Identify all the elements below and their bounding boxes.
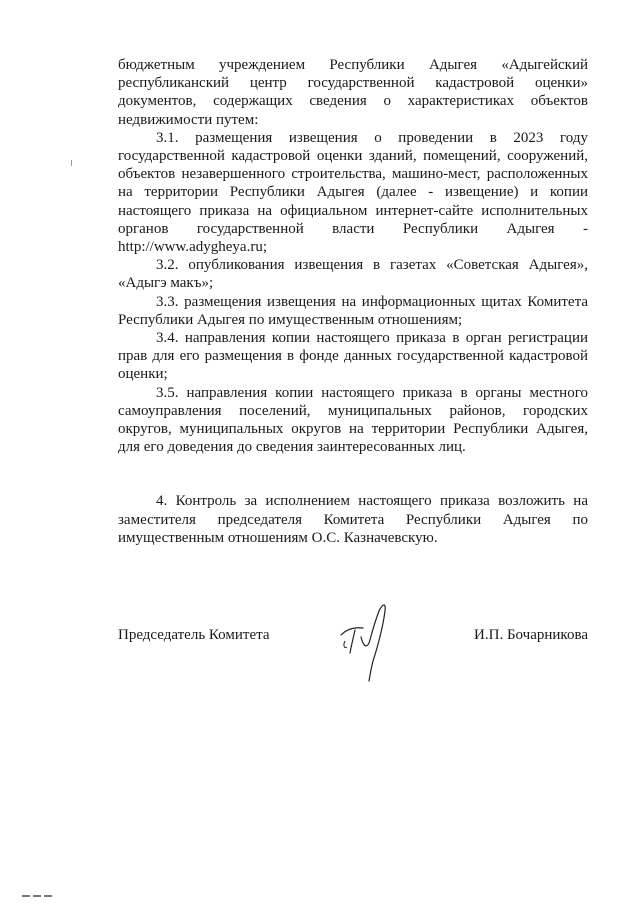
item-3-3: 3.3. размещения извещения на информационных щитах Комитета Республики Адыгея по имущественным отношениям; (118, 293, 588, 328)
item-3-5: 3.5. направления копии настоящего приказа в органы местного самоуправления поселений, муниципальных районов, городских округов, муниципальных округов на территории Республики Адыгея, для его доведения до сведения заинтересованных лиц. (118, 384, 588, 456)
item-4: 4. Контроль за исполнением настоящего приказа возложить на заместителя председателя Комитета Республики Адыгея по имущественным отношениям О.С. Казначевскую. (118, 493, 588, 546)
signature-block (118, 627, 588, 687)
signatory-name: И.П. Бочарникова (474, 627, 588, 643)
signatory-title: Председатель Комитета (118, 627, 270, 643)
intro-line: бюджетным учреждением Республики Адыгея «Адыгейский (118, 57, 588, 73)
item-3-1: 3.1. размещения извещения о проведении в 2023 году государственной кадастровой оценки зданий, помещений, сооружений, объектов незавершенного строительства, машино-мест, расположенных на территории Республики Адыгея (далее - извещение) и копии настоящего приказа на официальном интернет-сайте исполнительных органов государственной власти Республики Адыгея - http://www.adygheya.ru; (118, 129, 588, 256)
item-3-2: 3.2. опубликования извещения в газетах «Советская Адыгея», «Адыгэ макъ»; (118, 257, 588, 292)
page-footer-mark (22, 893, 54, 899)
intro-line: документов, содержащих сведения о характеристиках объектов (118, 93, 588, 110)
margin-mark (71, 160, 72, 166)
item-3-4: 3.4. направления копии настоящего приказа в орган регистрации прав для его размещения в фонде данных государственной кадастровой оценки; (118, 330, 588, 383)
intro-line: недвижимости путем: (118, 111, 259, 128)
intro-line: республиканский центр государственной кадастровой оценки» (118, 75, 588, 92)
document-body (118, 56, 588, 547)
intro-paragraph (118, 56, 588, 129)
handwritten-signature-icon (333, 597, 403, 687)
